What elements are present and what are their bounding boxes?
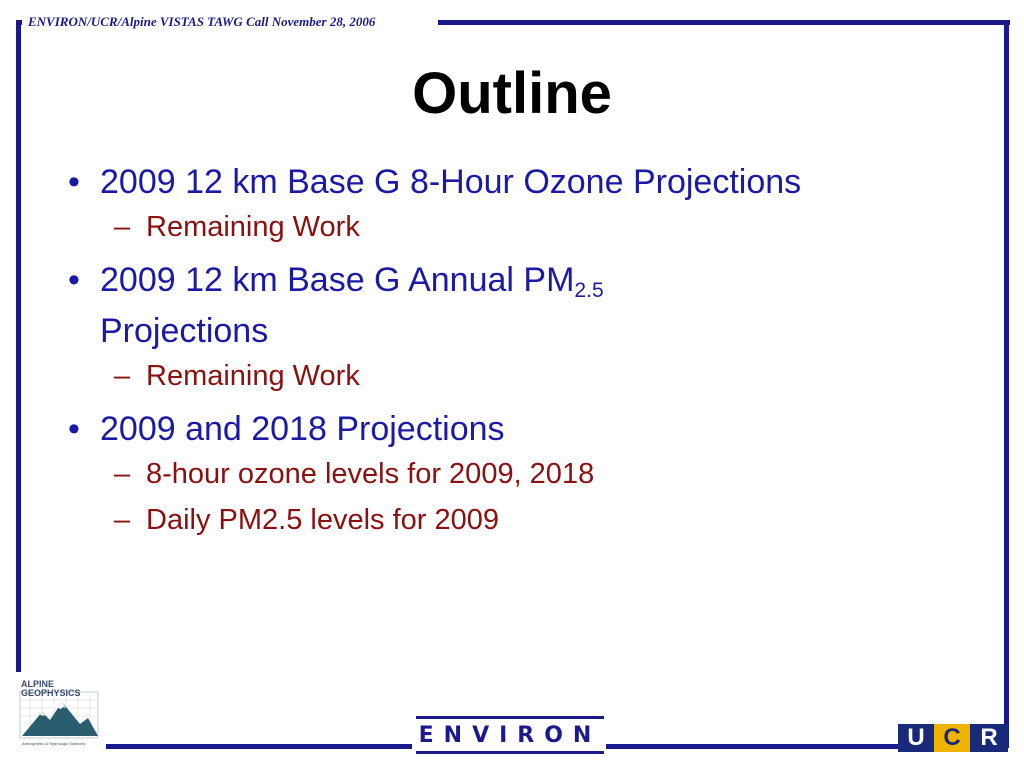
ucr-letter-c: C (934, 724, 970, 752)
frame-right-line (1004, 20, 1009, 748)
sub-bullet-item (60, 503, 960, 537)
frame-top-right-line (438, 20, 1010, 25)
alpine-logo-line1: ALPINE (21, 679, 55, 689)
dash-icon: – (114, 211, 131, 243)
alpine-logo-tagline: Atmospheric & Hydrologic Sciences (22, 741, 86, 746)
slide-title: Outline (412, 61, 612, 126)
bullet-text-post: Projections (100, 311, 269, 350)
sub-bullet-item (60, 457, 960, 491)
ucr-letter-u: U (898, 724, 934, 752)
ucr-logo (898, 724, 1008, 752)
bullet-item (60, 162, 960, 202)
sub-bullet-text: Remaining Work (146, 211, 360, 243)
bullet-text-subscript: 2.5 (574, 278, 604, 302)
ucr-letter-r: R (970, 724, 1008, 752)
bullet-text: 2009 12 km Base G 8-Hour Ozone Projections (100, 163, 802, 201)
alpine-logo-line2: GEOPHYSICS (21, 688, 81, 698)
sub-bullet-item (60, 210, 960, 244)
environ-logo: ENVIRON (416, 716, 604, 754)
dash-icon: – (114, 457, 131, 490)
dash-icon: – (114, 359, 131, 392)
frame-bottom-left-line (106, 744, 412, 749)
sub-bullet-text: Daily PM2.5 levels for 2009 (146, 503, 499, 536)
dash-icon: – (114, 503, 131, 536)
frame-bottom-mid-line (606, 744, 898, 749)
alpine-geophysics-logo (18, 678, 100, 748)
header-caption: ENVIRON/UCR/Alpine VISTAS TAWG Call November 28, 2006 (28, 14, 376, 29)
bullet-dot-icon: • (68, 261, 80, 299)
bullet-text: 2009 and 2018 Projections (100, 409, 505, 448)
bullet-text-pre: 2009 12 km Base G Annual PM (100, 261, 575, 299)
bullet-item (60, 260, 960, 351)
bullet-dot-icon: • (68, 163, 80, 201)
sub-bullet-text: Remaining Work (146, 359, 360, 392)
bullet-dot-icon: • (68, 409, 80, 448)
bullet-item (60, 409, 960, 449)
sub-bullet-item (60, 359, 960, 393)
bullet-list (60, 162, 960, 553)
alpine-logo-graphic (18, 678, 100, 748)
sub-bullet-text: 8-hour ozone levels for 2009, 2018 (146, 457, 595, 490)
